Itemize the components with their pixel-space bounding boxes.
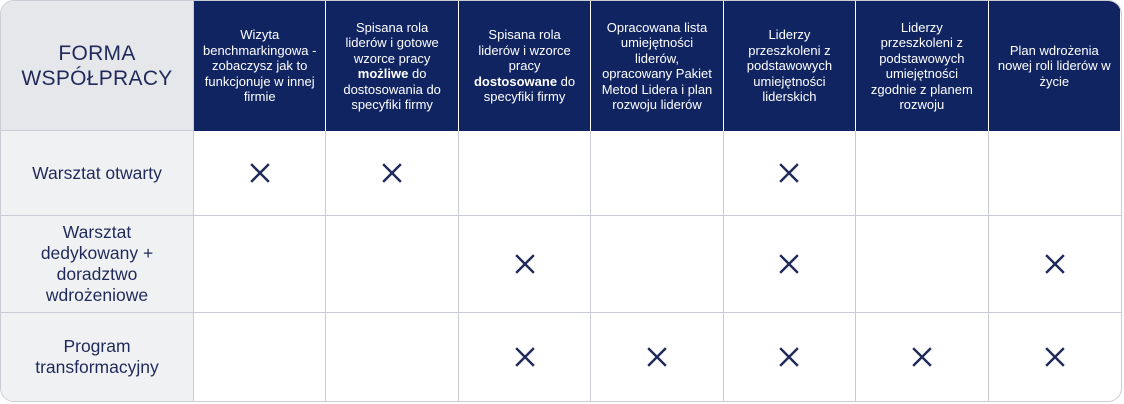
x-mark-icon — [1044, 253, 1066, 275]
table-cell — [591, 216, 723, 313]
corner-title — [1, 1, 194, 131]
table-cell — [856, 131, 988, 216]
x-mark-icon — [778, 346, 800, 368]
table-cell — [989, 313, 1121, 401]
table-cell — [856, 216, 988, 313]
column-header-text: Spisana rola liderów i wzorce pracy dostosowane do specyfiki firmy — [473, 27, 576, 105]
column-header-1 — [194, 1, 326, 131]
x-mark-icon — [514, 253, 536, 275]
column-header-text: Plan wdrożenia nowej roli liderów w życie — [997, 42, 1111, 89]
column-header-text: Opracowana lista umiejętności liderów, opracowany Pakiet Metod Lidera i plan rozwoju liderów — [601, 19, 713, 112]
column-header-text: Wizyta benchmarkingowa - zobaczysz jak to funkcjonuje w innej firmie — [202, 27, 317, 105]
x-mark-icon — [778, 253, 800, 275]
x-mark-icon — [1044, 346, 1066, 368]
corner-title-text: FORMA WSPÓŁPRACY — [21, 41, 173, 90]
column-header-5 — [724, 1, 856, 131]
column-header-2 — [326, 1, 458, 131]
table-cell — [724, 313, 856, 401]
row-label: Warsztat dedykowany + doradztwo wdrożeniowe — [1, 216, 194, 313]
column-header-4 — [591, 1, 723, 131]
table-cell — [989, 216, 1121, 313]
table-cell — [194, 313, 326, 401]
x-mark-icon — [514, 346, 536, 368]
table-cell — [459, 131, 591, 216]
x-mark-icon — [249, 162, 271, 184]
row-label: Program transformacyjny — [1, 313, 194, 401]
table-cell — [326, 216, 458, 313]
table-cell — [591, 313, 723, 401]
table-cell — [326, 131, 458, 216]
table-cell — [724, 131, 856, 216]
column-header-3 — [459, 1, 591, 131]
table-cell — [856, 313, 988, 401]
x-mark-icon — [381, 162, 403, 184]
x-mark-icon — [646, 346, 668, 368]
x-mark-icon — [778, 162, 800, 184]
row-label: Warsztat otwarty — [1, 131, 194, 216]
column-header-7 — [989, 1, 1121, 131]
table-cell — [459, 216, 591, 313]
table-cell — [194, 216, 326, 313]
column-header-text: Liderzy przeszkoleni z podstawowych umiejętności liderskich — [746, 27, 833, 105]
x-mark-icon — [911, 346, 933, 368]
column-header-text: Liderzy przeszkoleni z podstawowych umiejętności zgodnie z planem rozwoju — [870, 19, 973, 112]
table-cell — [194, 131, 326, 216]
table-cell — [326, 313, 458, 401]
table-cell — [459, 313, 591, 401]
table-cell — [989, 131, 1121, 216]
table-cell — [724, 216, 856, 313]
table-cell — [591, 131, 723, 216]
column-header-6 — [856, 1, 988, 131]
column-header-text: Spisana rola liderów i gotowe wzorce pracy możliwe do dostosowania do specyfiki firmy — [343, 19, 441, 112]
